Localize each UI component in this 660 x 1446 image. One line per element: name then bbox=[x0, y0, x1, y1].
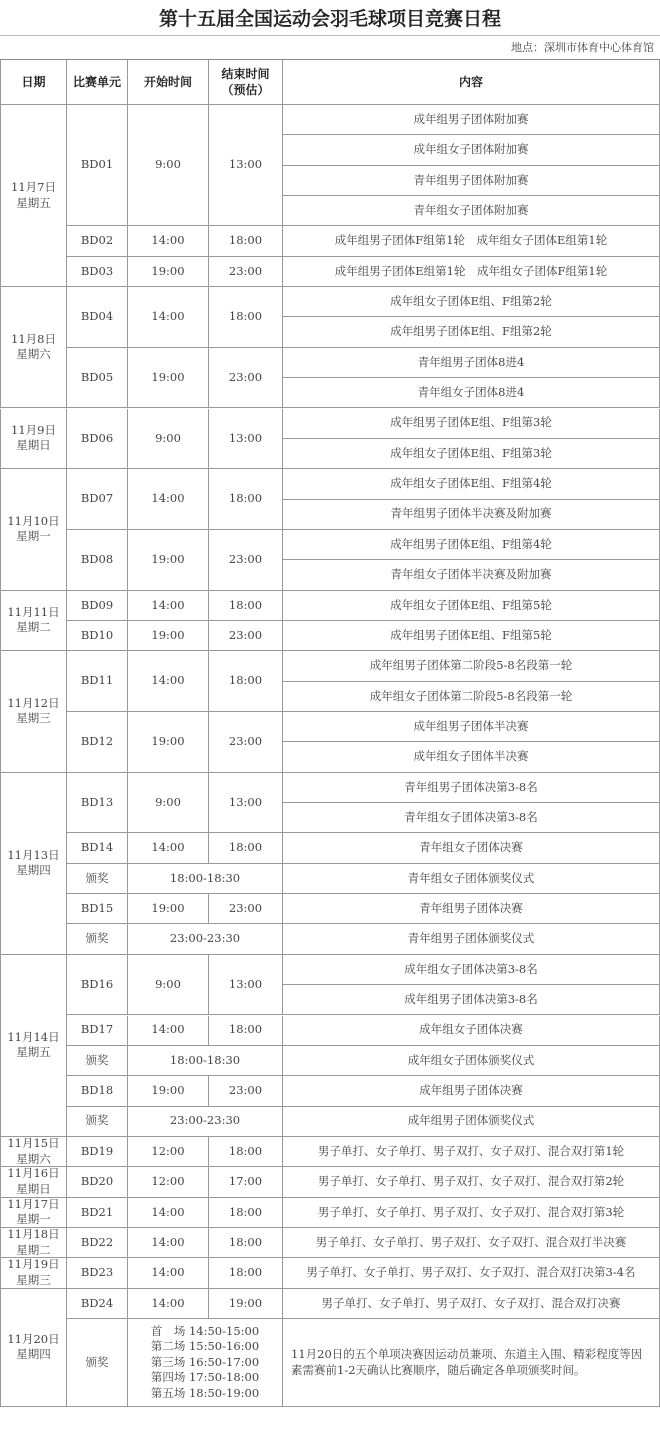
end-time-cell bbox=[209, 226, 283, 256]
content-cell bbox=[283, 1107, 660, 1137]
content-cell-text: 青年组女子团体决第3-8名 bbox=[404, 809, 538, 824]
content-cell bbox=[283, 985, 660, 1015]
content-cell-text: 成年组男子团体第二阶段5-8名段第一轮 bbox=[369, 658, 573, 673]
date-cell bbox=[0, 409, 67, 470]
content-cell bbox=[283, 621, 660, 651]
content-cell bbox=[283, 773, 660, 803]
start-time-cell bbox=[128, 469, 209, 530]
start-time-cell-text: 14:00 bbox=[151, 673, 185, 688]
end-time-cell bbox=[209, 348, 283, 409]
content-cell bbox=[283, 712, 660, 742]
content-cell bbox=[283, 894, 660, 924]
content-cell-text: 成年组男子团体决第3-8名 bbox=[404, 992, 538, 1007]
end-time-cell bbox=[209, 1016, 283, 1046]
unit-cell-text: BD04 bbox=[80, 309, 114, 324]
unit-cell-text: 颁奖 bbox=[85, 870, 109, 885]
content-cell bbox=[283, 1167, 660, 1197]
start-time-cell-text: 14:00 bbox=[151, 233, 185, 248]
content-cell bbox=[283, 105, 660, 135]
date-cell-text: 11月9日 星期日 bbox=[11, 422, 56, 453]
date-cell bbox=[0, 469, 67, 590]
content-cell-text: 成年组女子团体E组、F组第3轮 bbox=[390, 445, 552, 460]
content-cell bbox=[283, 955, 660, 985]
end-time-cell-text: 13:00 bbox=[228, 157, 263, 172]
start-time-cell bbox=[128, 1167, 209, 1197]
header-cell-text: 结束时间 （预估） bbox=[221, 66, 270, 97]
date-cell bbox=[0, 651, 67, 772]
header-cell-text: 日期 bbox=[21, 74, 46, 89]
unit-cell bbox=[67, 1319, 128, 1407]
content-cell bbox=[283, 348, 660, 378]
content-cell bbox=[283, 682, 660, 712]
content-cell bbox=[283, 742, 660, 772]
content-cell-text: 成年组女子团体附加赛 bbox=[413, 142, 529, 157]
unit-cell-text: BD06 bbox=[80, 430, 114, 445]
start-time-cell bbox=[128, 1258, 209, 1288]
content-cell-text: 成年组男子团体颁奖仪式 bbox=[407, 1113, 535, 1128]
header-cell bbox=[0, 60, 67, 105]
date-cell bbox=[0, 1228, 67, 1258]
time-span-cell bbox=[128, 1046, 283, 1076]
unit-cell bbox=[67, 287, 128, 348]
content-cell bbox=[283, 500, 660, 530]
time-span-cell-text: 18:00-18:30 bbox=[169, 1052, 241, 1067]
venue-label: 地点：深圳市体育中心体育馆 bbox=[0, 36, 660, 60]
date-cell bbox=[0, 773, 67, 955]
content-cell-text: 成年组男子团体决赛 bbox=[419, 1083, 523, 1098]
content-cell bbox=[283, 1137, 660, 1167]
start-time-cell-text: 19:00 bbox=[151, 1083, 185, 1098]
end-time-cell bbox=[209, 287, 283, 348]
unit-cell bbox=[67, 833, 128, 863]
end-time-cell-text: 18:00 bbox=[228, 1143, 263, 1158]
content-cell bbox=[283, 196, 660, 226]
unit-cell bbox=[67, 530, 128, 591]
unit-cell-text: BD08 bbox=[80, 551, 114, 566]
end-time-cell-text: 18:00 bbox=[228, 673, 263, 688]
end-time-cell-text: 23:00 bbox=[228, 627, 263, 642]
start-time-cell bbox=[128, 651, 209, 712]
end-time-cell bbox=[209, 651, 283, 712]
content-cell-text: 男子单打、女子单打、男子双打、女子双打、混合双打第1轮 bbox=[317, 1143, 625, 1158]
end-time-cell-text: 18:00 bbox=[228, 1265, 263, 1280]
unit-cell-text: BD14 bbox=[80, 840, 114, 855]
start-time-cell bbox=[128, 287, 209, 348]
date-cell bbox=[0, 1137, 67, 1167]
start-time-cell-text: 14:00 bbox=[151, 840, 185, 855]
time-span-cell bbox=[128, 1319, 283, 1407]
content-cell bbox=[283, 833, 660, 863]
content-cell-text: 青年组男子团体决赛 bbox=[419, 901, 523, 915]
content-cell-text: 成年组女子团体决赛 bbox=[419, 1022, 523, 1037]
end-time-cell-text: 13:00 bbox=[228, 976, 263, 991]
start-time-cell-text: 19:00 bbox=[151, 369, 185, 384]
content-cell-text: 成年组男子团体E组、F组第3轮 bbox=[390, 415, 552, 430]
unit-cell bbox=[67, 712, 128, 773]
start-time-cell bbox=[128, 1198, 209, 1228]
content-cell bbox=[283, 469, 660, 499]
content-cell bbox=[283, 287, 660, 317]
content-cell bbox=[283, 439, 660, 469]
start-time-cell bbox=[128, 894, 209, 924]
start-time-cell-text: 9:00 bbox=[155, 794, 181, 809]
date-cell-text: 11月14日 星期五 bbox=[7, 1029, 60, 1060]
content-cell-text: 男子单打、女子单打、男子双打、女子双打、混合双打半决赛 bbox=[315, 1234, 627, 1249]
start-time-cell bbox=[128, 712, 209, 773]
unit-cell bbox=[67, 1046, 128, 1076]
content-cell-text: 青年组女子团体颁奖仪式 bbox=[407, 870, 535, 885]
content-cell bbox=[283, 924, 660, 954]
end-time-cell bbox=[209, 955, 283, 1016]
time-span-cell-text: 23:00-23:30 bbox=[169, 931, 241, 946]
unit-cell bbox=[67, 1198, 128, 1228]
unit-cell bbox=[67, 105, 128, 226]
start-time-cell-text: 14:00 bbox=[151, 1204, 185, 1219]
content-cell-text: 成年组女子团体颁奖仪式 bbox=[407, 1052, 535, 1067]
content-cell bbox=[283, 1198, 660, 1228]
time-span-cell-text: 首 场 14:50-15:00 第二场 15:50-16:00 第三场 16:50-17:00 第四场 17:50-18:00 第五场 18:50-19:00 bbox=[150, 1323, 260, 1400]
content-cell-text: 青年组女子团体8进4 bbox=[417, 385, 525, 400]
unit-cell bbox=[67, 1137, 128, 1167]
end-time-cell-text: 18:00 bbox=[228, 1204, 263, 1219]
content-cell-text: 11月20日的五个单项决赛因运动员兼项、东道主入围、精彩程度等因素需赛前1-2天确认比赛顺序，随后确定各单项颁奖时间。 bbox=[291, 1346, 643, 1377]
unit-cell bbox=[67, 1076, 128, 1106]
content-cell bbox=[283, 409, 660, 439]
unit-cell-text: BD19 bbox=[80, 1143, 114, 1158]
end-time-cell-text: 23:00 bbox=[228, 1083, 263, 1098]
end-time-cell bbox=[209, 105, 283, 226]
content-cell-text: 男子单打、女子单打、男子双打、女子双打、混合双打决第3-4名 bbox=[306, 1265, 636, 1280]
unit-cell-text: BD21 bbox=[80, 1204, 114, 1219]
end-time-cell bbox=[209, 257, 283, 287]
unit-cell bbox=[67, 1167, 128, 1197]
unit-cell-text: BD02 bbox=[80, 233, 114, 248]
unit-cell bbox=[67, 924, 128, 954]
unit-cell bbox=[67, 621, 128, 651]
unit-cell-text: BD01 bbox=[80, 157, 114, 172]
unit-cell bbox=[67, 348, 128, 409]
start-time-cell-text: 19:00 bbox=[151, 263, 185, 278]
content-cell bbox=[283, 1076, 660, 1106]
content-cell bbox=[283, 317, 660, 347]
end-time-cell bbox=[209, 1167, 283, 1197]
end-time-cell-text: 13:00 bbox=[228, 794, 263, 809]
date-cell bbox=[0, 287, 67, 408]
content-cell bbox=[283, 591, 660, 621]
unit-cell bbox=[67, 864, 128, 894]
content-cell-text: 成年组男子团体E组、F组第5轮 bbox=[390, 627, 552, 642]
end-time-cell-text: 18:00 bbox=[228, 840, 263, 855]
unit-cell bbox=[67, 1289, 128, 1319]
end-time-cell-text: 23:00 bbox=[228, 734, 263, 749]
unit-cell-text: BD15 bbox=[80, 901, 114, 915]
start-time-cell bbox=[128, 257, 209, 287]
start-time-cell bbox=[128, 1289, 209, 1319]
content-cell-text: 成年组女子团体半决赛 bbox=[413, 749, 529, 764]
unit-cell bbox=[67, 773, 128, 834]
start-time-cell bbox=[128, 621, 209, 651]
start-time-cell-text: 12:00 bbox=[151, 1143, 185, 1158]
start-time-cell-text: 12:00 bbox=[151, 1174, 185, 1189]
start-time-cell-text: 14:00 bbox=[151, 597, 185, 612]
date-cell-text: 11月13日 星期四 bbox=[7, 847, 60, 878]
content-cell bbox=[283, 864, 660, 894]
unit-cell bbox=[67, 955, 128, 1016]
content-cell-text: 青年组男子团体颁奖仪式 bbox=[407, 931, 535, 946]
end-time-cell bbox=[209, 1228, 283, 1258]
end-time-cell-text: 18:00 bbox=[228, 491, 263, 506]
header-cell bbox=[283, 60, 660, 105]
start-time-cell bbox=[128, 955, 209, 1016]
start-time-cell-text: 14:00 bbox=[151, 1295, 185, 1310]
start-time-cell bbox=[128, 409, 209, 470]
start-time-cell-text: 14:00 bbox=[151, 1234, 185, 1249]
start-time-cell-text: 9:00 bbox=[155, 157, 181, 172]
unit-cell-text: BD11 bbox=[80, 673, 114, 688]
header-cell bbox=[128, 60, 209, 105]
unit-cell-text: BD03 bbox=[80, 263, 114, 278]
start-time-cell bbox=[128, 105, 209, 226]
start-time-cell-text: 19:00 bbox=[151, 901, 185, 915]
content-cell-text: 青年组男子团体半决赛及附加赛 bbox=[390, 506, 552, 521]
end-time-cell-text: 23:00 bbox=[228, 369, 263, 384]
end-time-cell bbox=[209, 1137, 283, 1167]
content-cell bbox=[283, 803, 660, 833]
page-title: 第十五届全国运动会羽毛球项目竞赛日程 bbox=[0, 0, 660, 36]
unit-cell bbox=[67, 1107, 128, 1137]
start-time-cell-text: 19:00 bbox=[151, 551, 185, 566]
start-time-cell bbox=[128, 1016, 209, 1046]
content-cell bbox=[283, 651, 660, 681]
end-time-cell bbox=[209, 833, 283, 863]
unit-cell-text: 颁奖 bbox=[85, 1052, 109, 1067]
unit-cell bbox=[67, 409, 128, 470]
content-cell-text: 青年组男子团体附加赛 bbox=[413, 172, 529, 187]
unit-cell-text: BD23 bbox=[80, 1265, 114, 1280]
unit-cell-text: 颁奖 bbox=[85, 1113, 109, 1128]
unit-cell bbox=[67, 469, 128, 530]
end-time-cell bbox=[209, 1289, 283, 1319]
start-time-cell bbox=[128, 530, 209, 591]
content-cell bbox=[283, 530, 660, 560]
date-cell-text: 11月15日 星期六 bbox=[7, 1136, 60, 1166]
content-cell-text: 男子单打、女子单打、男子双打、女子双打、混合双打第3轮 bbox=[317, 1204, 625, 1219]
content-cell bbox=[283, 257, 660, 287]
date-cell-text: 11月11日 星期二 bbox=[7, 604, 60, 635]
end-time-cell bbox=[209, 591, 283, 621]
unit-cell-text: BD20 bbox=[80, 1174, 114, 1189]
end-time-cell bbox=[209, 894, 283, 924]
content-cell bbox=[283, 1289, 660, 1319]
unit-cell bbox=[67, 1258, 128, 1288]
unit-cell-text: BD17 bbox=[80, 1022, 114, 1037]
unit-cell-text: BD18 bbox=[80, 1083, 114, 1098]
end-time-cell-text: 18:00 bbox=[228, 597, 263, 612]
time-span-cell-text: 23:00-23:30 bbox=[169, 1113, 241, 1128]
date-cell-text: 11月17日 星期一 bbox=[7, 1197, 60, 1227]
content-cell-text: 成年组男子团体E组第1轮 成年组女子团体F组第1轮 bbox=[334, 263, 608, 278]
end-time-cell-text: 23:00 bbox=[228, 901, 263, 915]
content-cell bbox=[283, 560, 660, 590]
end-time-cell bbox=[209, 469, 283, 530]
header-cell bbox=[67, 60, 128, 105]
unit-cell-text: BD24 bbox=[80, 1295, 114, 1310]
unit-cell-text: 颁奖 bbox=[85, 931, 109, 946]
start-time-cell-text: 9:00 bbox=[155, 430, 181, 445]
time-span-cell bbox=[128, 864, 283, 894]
content-cell bbox=[283, 1046, 660, 1076]
start-time-cell bbox=[128, 226, 209, 256]
unit-cell-text: BD07 bbox=[80, 491, 114, 506]
date-cell-text: 11月20日 星期四 bbox=[7, 1331, 60, 1362]
header-cell-text: 比赛单元 bbox=[72, 74, 121, 89]
content-cell-text: 成年组女子团体E组、F组第4轮 bbox=[390, 476, 552, 491]
end-time-cell bbox=[209, 773, 283, 834]
date-cell bbox=[0, 1289, 67, 1407]
end-time-cell-text: 13:00 bbox=[228, 430, 263, 445]
unit-cell-text: BD10 bbox=[80, 627, 114, 642]
start-time-cell-text: 14:00 bbox=[151, 1022, 185, 1037]
unit-cell bbox=[67, 1228, 128, 1258]
content-cell bbox=[283, 1228, 660, 1258]
unit-cell bbox=[67, 651, 128, 712]
content-cell bbox=[283, 1258, 660, 1288]
content-cell-text: 青年组女子团体半决赛及附加赛 bbox=[390, 567, 552, 582]
date-cell-text: 11月16日 星期日 bbox=[7, 1167, 60, 1196]
content-cell bbox=[283, 226, 660, 256]
date-cell bbox=[0, 591, 67, 652]
content-cell-text: 青年组男子团体决第3-8名 bbox=[404, 779, 538, 794]
content-cell-text: 青年组女子团体决赛 bbox=[419, 840, 523, 855]
unit-cell-text: BD22 bbox=[80, 1234, 114, 1249]
end-time-cell-text: 19:00 bbox=[228, 1295, 263, 1310]
start-time-cell-text: 9:00 bbox=[155, 976, 181, 991]
start-time-cell-text: 14:00 bbox=[151, 491, 185, 506]
content-cell-text: 成年组男子团体E组、F组第4轮 bbox=[390, 536, 552, 551]
content-cell bbox=[283, 166, 660, 196]
header-cell bbox=[209, 60, 283, 105]
end-time-cell bbox=[209, 621, 283, 651]
end-time-cell-text: 18:00 bbox=[228, 233, 263, 248]
content-cell bbox=[283, 1016, 660, 1046]
unit-cell-text: BD16 bbox=[80, 976, 114, 991]
unit-cell-text: BD05 bbox=[80, 369, 114, 384]
start-time-cell bbox=[128, 348, 209, 409]
date-cell bbox=[0, 1258, 67, 1288]
header-cell-text: 内容 bbox=[458, 74, 483, 89]
time-span-cell bbox=[128, 924, 283, 954]
date-cell-text: 11月7日 星期五 bbox=[11, 180, 56, 210]
content-cell-text: 成年组男子团体E组、F组第2轮 bbox=[390, 324, 552, 339]
content-cell bbox=[283, 1319, 660, 1407]
date-cell bbox=[0, 1167, 67, 1197]
start-time-cell bbox=[128, 773, 209, 834]
start-time-cell bbox=[128, 1228, 209, 1258]
content-cell bbox=[283, 135, 660, 165]
start-time-cell-text: 19:00 bbox=[151, 627, 185, 642]
date-cell-text: 11月19日 星期三 bbox=[7, 1258, 60, 1287]
content-cell-text: 成年组男子团体F组第1轮 成年组女子团体E组第1轮 bbox=[334, 233, 608, 248]
unit-cell bbox=[67, 894, 128, 924]
date-cell bbox=[0, 105, 67, 287]
end-time-cell-text: 18:00 bbox=[228, 309, 263, 324]
start-time-cell-text: 19:00 bbox=[151, 734, 185, 749]
date-cell bbox=[0, 1198, 67, 1228]
date-cell-text: 11月10日 星期一 bbox=[7, 513, 60, 544]
unit-cell bbox=[67, 1016, 128, 1046]
start-time-cell bbox=[128, 833, 209, 863]
content-cell-text: 成年组男子团体附加赛 bbox=[413, 111, 529, 126]
content-cell-text: 男子单打、女子单打、男子双打、女子双打、混合双打第2轮 bbox=[317, 1174, 625, 1189]
end-time-cell bbox=[209, 530, 283, 591]
content-cell-text: 成年组女子团体决第3-8名 bbox=[404, 961, 538, 976]
unit-cell-text: BD09 bbox=[80, 597, 114, 612]
unit-cell-text: BD12 bbox=[80, 734, 114, 749]
unit-cell bbox=[67, 257, 128, 287]
date-cell bbox=[0, 955, 67, 1137]
end-time-cell bbox=[209, 409, 283, 470]
content-cell-text: 青年组男子团体8进4 bbox=[417, 354, 525, 369]
unit-cell bbox=[67, 226, 128, 256]
end-time-cell-text: 18:00 bbox=[228, 1022, 263, 1037]
end-time-cell-text: 23:00 bbox=[228, 263, 263, 278]
end-time-cell bbox=[209, 1198, 283, 1228]
end-time-cell bbox=[209, 712, 283, 773]
end-time-cell-text: 17:00 bbox=[228, 1174, 263, 1189]
content-cell-text: 青年组女子团体附加赛 bbox=[413, 202, 529, 217]
header-cell-text: 开始时间 bbox=[143, 74, 192, 89]
start-time-cell bbox=[128, 591, 209, 621]
unit-cell bbox=[67, 591, 128, 621]
end-time-cell bbox=[209, 1076, 283, 1106]
content-cell-text: 男子单打、女子单打、男子双打、女子双打、混合双打决赛 bbox=[321, 1295, 621, 1310]
content-cell-text: 成年组女子团体E组、F组第2轮 bbox=[390, 294, 552, 308]
content-cell-text: 成年组女子团体第二阶段5-8名段第一轮 bbox=[369, 688, 573, 703]
time-span-cell-text: 18:00-18:30 bbox=[169, 870, 241, 885]
unit-cell-text: 颁奖 bbox=[85, 1354, 109, 1369]
content-cell-text: 成年组女子团体E组、F组第5轮 bbox=[390, 597, 552, 612]
content-cell-text: 成年组男子团体半决赛 bbox=[413, 718, 529, 733]
start-time-cell bbox=[128, 1076, 209, 1106]
date-cell-text: 11月12日 星期三 bbox=[7, 695, 60, 726]
end-time-cell-text: 18:00 bbox=[228, 1234, 263, 1249]
date-cell-text: 11月8日 星期六 bbox=[11, 331, 56, 362]
date-cell-text: 11月18日 星期二 bbox=[7, 1227, 60, 1257]
content-cell bbox=[283, 378, 660, 408]
time-span-cell bbox=[128, 1107, 283, 1137]
unit-cell-text: BD13 bbox=[80, 794, 114, 809]
end-time-cell bbox=[209, 1258, 283, 1288]
start-time-cell-text: 14:00 bbox=[151, 309, 185, 324]
start-time-cell-text: 14:00 bbox=[151, 1265, 185, 1280]
start-time-cell bbox=[128, 1137, 209, 1167]
end-time-cell-text: 23:00 bbox=[228, 551, 263, 566]
